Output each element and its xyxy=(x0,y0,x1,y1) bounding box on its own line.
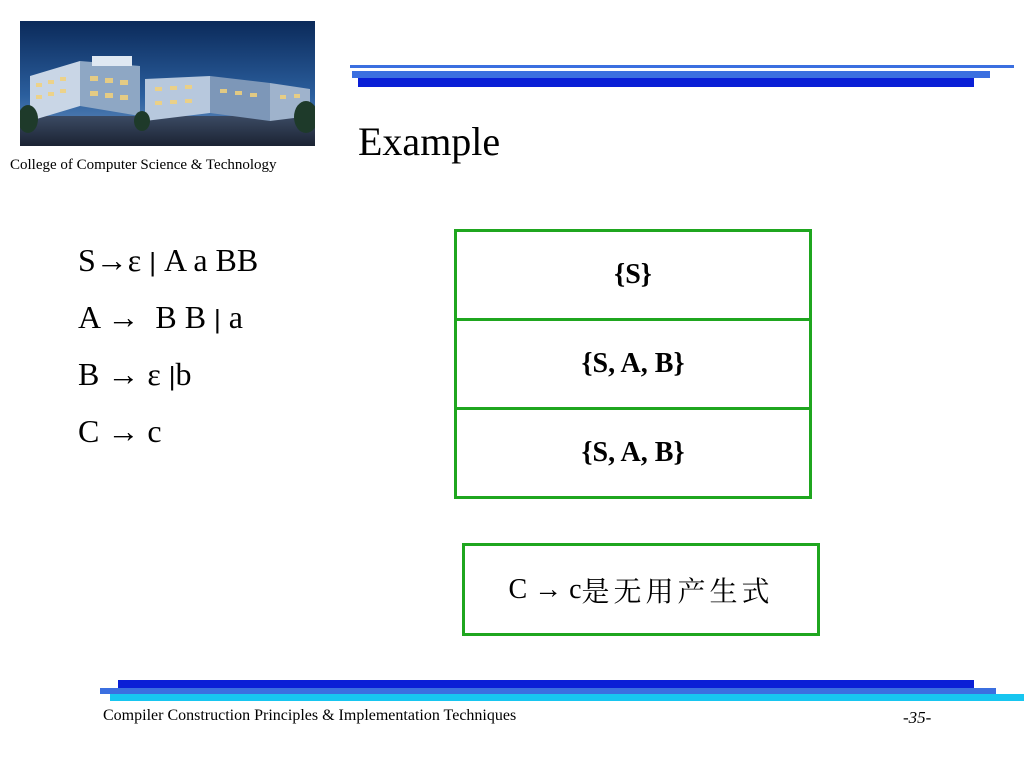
alternation-bar: | xyxy=(168,361,176,391)
course-title: Compiler Construction Principles & Implementation Techniques xyxy=(103,707,517,724)
production-lhs: S xyxy=(78,242,96,278)
arrow-symbol: → xyxy=(107,299,140,335)
arrow-symbol: → xyxy=(107,356,140,392)
college-building-photo xyxy=(20,21,315,146)
production-rhs-alt: a xyxy=(220,299,243,335)
production-lhs: B xyxy=(78,356,108,392)
header-bar-thin xyxy=(350,65,1014,68)
note-production: C → c xyxy=(508,573,582,605)
production-s xyxy=(78,232,258,289)
reachable-sets-table xyxy=(454,229,812,498)
useless-production-note xyxy=(462,543,820,636)
production-rhs-alt: b xyxy=(175,356,192,392)
production-rhs-alt: A a BB xyxy=(156,242,259,278)
college-name: College of Computer Science & Technology xyxy=(10,157,277,173)
set-cell: {S} xyxy=(454,229,812,321)
alternation-bar: | xyxy=(214,304,221,334)
production-rhs: ε xyxy=(127,242,150,278)
production-b xyxy=(78,346,258,403)
grammar-productions xyxy=(78,232,258,460)
production-rhs: c xyxy=(139,413,162,449)
production-c xyxy=(78,403,258,460)
arrow-symbol: → xyxy=(95,242,128,278)
production-lhs: C xyxy=(78,413,108,449)
set-cell: {S, A, B} xyxy=(454,407,812,499)
set-cell: {S, A, B} xyxy=(454,318,812,410)
production-rhs: B B xyxy=(139,299,215,335)
footer-bar-dark xyxy=(118,680,974,688)
arrow-symbol: → xyxy=(107,413,140,449)
note-text: 是无用产生式 xyxy=(581,574,774,608)
production-rhs: ε xyxy=(139,356,169,392)
production-a xyxy=(78,289,258,346)
page-number: -35- xyxy=(903,708,932,727)
header-bar-mid xyxy=(352,71,990,78)
footer-bar-cyan xyxy=(110,694,1024,701)
production-lhs: A xyxy=(78,299,108,335)
slide-title: Example xyxy=(358,119,501,164)
header-bar-dark xyxy=(358,78,974,87)
alternation-bar: | xyxy=(149,247,156,277)
